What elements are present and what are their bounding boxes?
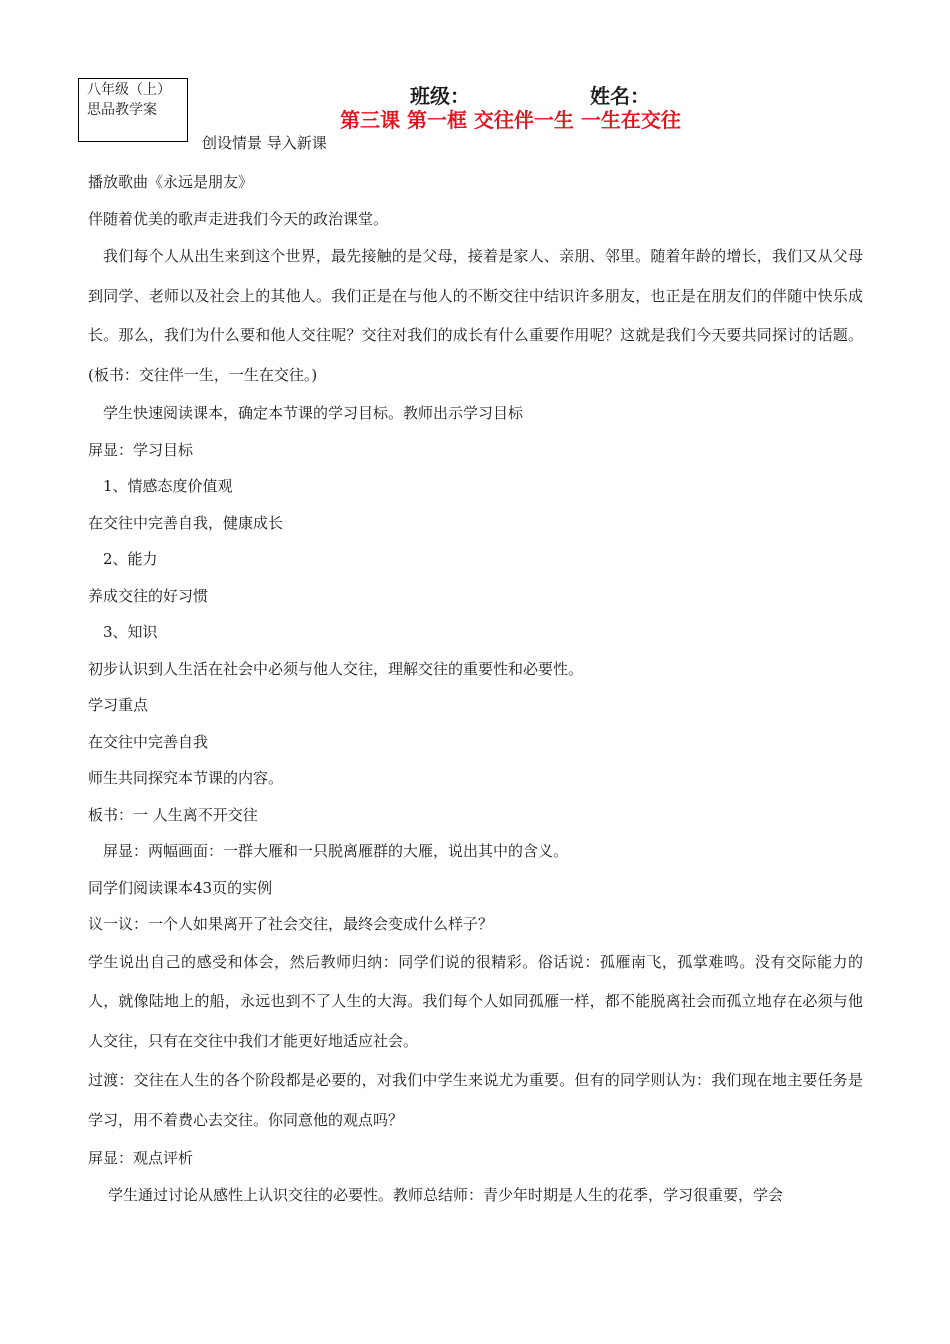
- text-line: 初步认识到人生活在社会中必须与他人交往，理解交往的重要性和必要性。: [88, 659, 584, 678]
- text-line: 师生共同探究本节课的内容。: [88, 769, 284, 787]
- name-label: 姓名：: [590, 84, 650, 108]
- paragraph: 我们每个人从出生来到这个世界，最先接触的是父母，接着是家人、亲朋、邻里。随着年龄的增长，我们又从父母到同学、老师以及社会上的其他人。我们正是在与他人的不断交往中结识许多朋友，也正是在朋友们的伴随中快乐成长。那么，我们为什么要和他人交往呢？交往对我们的成长有什么重要作用呢？这就是我们今天要共同探讨的话题。(板书：交往伴一生，一生在交往。): [88, 247, 863, 384]
- grade-box: [78, 78, 188, 142]
- text-line: 学生通过讨论从感性上认识交往的必要性。教师总结师：青少年时期是人生的花季，学习很重要，学会: [108, 1185, 784, 1204]
- text-line: 学习重点: [88, 696, 149, 714]
- text-line: 板书：一 人生离不开交往: [88, 805, 258, 824]
- class-label: 班级：: [410, 84, 470, 108]
- text-line: 2、能力: [103, 550, 158, 568]
- text-line: 屏显：学习目标: [88, 440, 194, 459]
- text-line: 屏显：两幅画面：一群大雁和一只脱离雁群的大雁，说出其中的含义。: [103, 842, 569, 860]
- grade-label: 八年级（上）: [87, 82, 171, 98]
- text-line: 在交往中完善自我: [88, 732, 209, 751]
- text-line: 同学们阅读课本43页的实例: [88, 878, 273, 897]
- subject-label: 思品教学案: [87, 102, 157, 118]
- lesson-title: 第三课 第一框 交往伴一生 一生在交往: [340, 108, 681, 132]
- text-line: 屏显：观点评析: [88, 1149, 194, 1167]
- intro-heading: 创设情景 导入新课: [202, 134, 327, 152]
- text-line: 在交往中完善自我，健康成长: [88, 513, 284, 532]
- document-body: [88, 164, 863, 1213]
- paragraph: 学生说出自己的感受和体会，然后教师归纳：同学们说的很精彩。俗话说：孤雁南飞，孤掌难鸣。没有交际能力的人，就像陆地上的船，永远也到不了人生的大海。我们每个人如同孤雁一样，都不能脱离社会而孤立地存在必须与他人交往，只有在交往中我们才能更好地适应社会。: [88, 952, 863, 1050]
- text-line: 伴随着优美的歌声走进我们今天的政治课堂。: [88, 209, 389, 228]
- text-line: 播放歌曲《永远是朋友》: [88, 173, 254, 191]
- text-line: 学生快速阅读课本，确定本节课的学习目标。教师出示学习目标: [103, 404, 524, 422]
- text-line: 1、情感态度价值观: [103, 477, 233, 495]
- text-line: 养成交往的好习惯: [88, 586, 209, 605]
- text-line: 议一议：一个人如果离开了社会交往，最终会变成什么样子？: [88, 915, 494, 933]
- text-line: 3、知识: [103, 623, 158, 641]
- paragraph: 过渡：交往在人生的各个阶段都是必要的，对我们中学生来说尤为重要。但有的同学则认为：我们现在地主要任务是学习，用不着费心去交往。你同意他的观点吗？: [88, 1071, 863, 1129]
